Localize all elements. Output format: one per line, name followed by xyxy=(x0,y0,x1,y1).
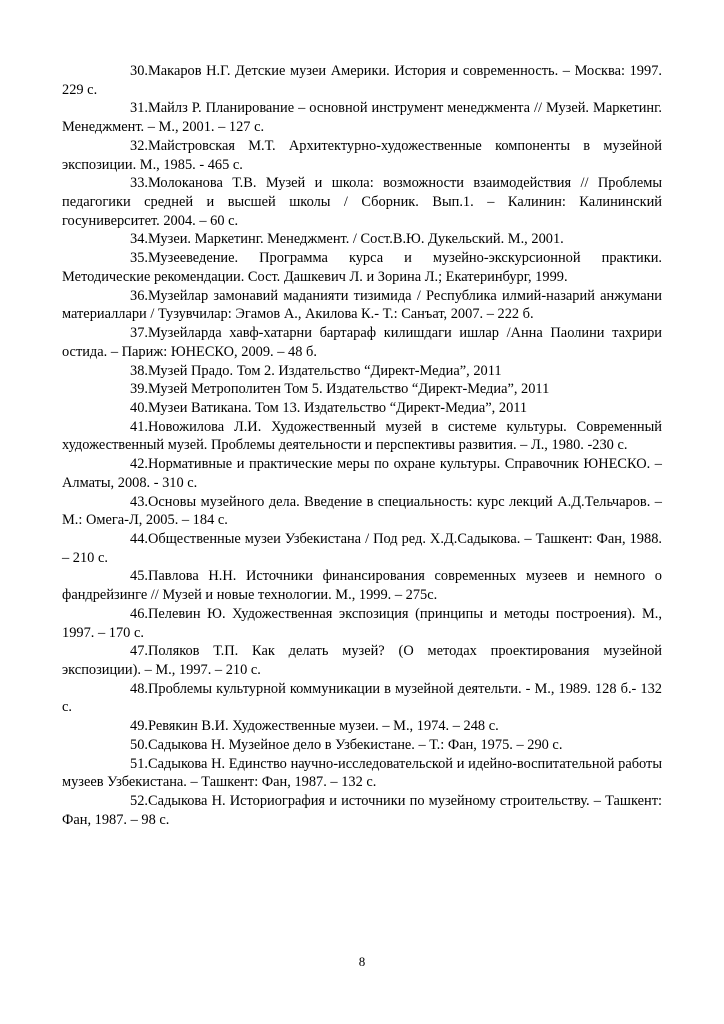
entry-text: Музейларда хавф-хатарни бартараф килишдаги ишлар /Анна Паолини тахрири остида. – Париж: ЮНЕСКО, 2009. – 48 б. xyxy=(62,325,662,360)
entry-text: Музеи. Маркетинг. Менеджмент. / Сост.В.Ю. Дукельский. М., 2001. xyxy=(148,231,564,248)
list-item xyxy=(62,174,662,230)
entry-number: 39. xyxy=(130,381,148,398)
entry-text: Садыкова Н. Историография и источники по музейному строительству. – Ташкент: Фан, 1987. – 98 с. xyxy=(62,793,662,828)
list-item xyxy=(62,287,662,324)
entry-number: 51. xyxy=(130,755,148,772)
entry-text: Нормативные и практические меры по охране культуры. Справочник ЮНЕСКО. – Алматы, 2008. - 310 с. xyxy=(62,456,662,491)
entry-number: 40. xyxy=(130,399,148,416)
list-item xyxy=(62,736,662,755)
list-item xyxy=(62,362,662,381)
entry-number: 47. xyxy=(130,643,148,660)
page-number: 8 xyxy=(358,954,366,969)
entry-text: Музейлар замонавий маданияти тизимида / Республика илмий-назарий анжумани материаллари / Тузувчилар: Эгамов А., Акилова К.- Т.: Санъат, 2007. – 222 б. xyxy=(62,287,662,323)
entry-number: 43. xyxy=(130,493,148,510)
entry-number: 38. xyxy=(130,362,148,379)
list-item xyxy=(62,249,662,286)
entry-text: Основы музейного дела. Введение в специальность: курс лекций А.Д.Тельчаров. – М.: Омега-Л, 2005. – 184 с. xyxy=(62,493,662,529)
list-item xyxy=(62,137,662,174)
list-item xyxy=(62,455,662,492)
entry-text: Павлова Н.Н. Источники финансирования современных музеев и немного о фандрейзинге // Музей и новые технологии. М., 1999. – 275с. xyxy=(62,568,662,604)
entry-number: 49. xyxy=(130,718,148,735)
entry-text: Новожилова Л.И. Художественный музей в системе культуры. Современный художественный музей. Проблемы деятельности и перспективы развития. – Л., 1980. -230 с. xyxy=(62,418,662,454)
list-item xyxy=(62,493,662,530)
list-item xyxy=(62,792,662,829)
entry-number: 31. xyxy=(130,100,148,117)
entry-text: Пелевин Ю. Художественная экспозиция (принципы и методы построения). М., 1997. – 170 с. xyxy=(62,605,662,641)
entry-text: Ревякин В.И. Художественные музеи. – М., 1974. – 248 с. xyxy=(148,718,499,735)
list-item xyxy=(62,680,662,717)
entry-text: Садыкова Н. Музейное дело в Узбекистане. – Т.: Фан, 1975. – 290 с. xyxy=(148,736,563,753)
entry-text: Поляков Т.П. Как делать музей? (О методах проектирования музейной экспозиции). – М., 1997. – 210 с. xyxy=(62,643,662,678)
list-item xyxy=(62,642,662,679)
list-item xyxy=(62,324,662,361)
entry-number: 37. xyxy=(130,325,148,342)
entry-text: Майлз Р. Планирование – основной инструмент менеджмента // Музей. Маркетинг. Менеджмент. – М., 2001. – 127 с. xyxy=(62,100,662,136)
entry-number: 33. xyxy=(130,175,148,192)
entry-number: 52. xyxy=(130,793,148,810)
entry-number: 36. xyxy=(130,287,148,304)
entry-text: Общественные музеи Узбекистана / Под ред. Х.Д.Садыкова. – Ташкент: Фан, 1988. – 210 с. xyxy=(62,530,662,566)
list-item xyxy=(62,62,662,99)
list-item xyxy=(62,230,662,249)
entry-number: 44. xyxy=(130,530,148,547)
entry-number: 45. xyxy=(130,568,148,585)
list-item xyxy=(62,530,662,567)
entry-text: Музей Прадо. Том 2. Издательство “Директ-Медиа”, 2011 xyxy=(148,362,502,379)
entry-text: Музеи Ватикана. Том 13. Издательство “Директ-Медиа”, 2011 xyxy=(148,399,528,416)
entry-number: 30. xyxy=(130,63,148,79)
entry-number: 46. xyxy=(130,605,148,622)
entry-text: Молоканова Т.В. Музей и школа: возможности взаимодействия // Проблемы педагогики средней и высшей школы / Сборник. Вып.1. – Калинин: Калининский госуниверситет. 2004. – 60 с. xyxy=(62,175,662,229)
entry-number: 35. xyxy=(130,250,148,267)
entry-text: Садыкова Н. Единство научно-исследовательской и идейно-воспитательной работы музеев Узбекистана. – Ташкент: Фан, 1987. – 132 с. xyxy=(62,755,662,791)
list-item xyxy=(62,380,662,399)
entry-number: 50. xyxy=(130,736,148,753)
list-item xyxy=(62,567,662,604)
list-item xyxy=(62,399,662,418)
list-item xyxy=(62,717,662,736)
list-item xyxy=(62,755,662,792)
entry-text: Макаров Н.Г. Детские музеи Америки. История и современность. – Москва: 1997. 229 с. xyxy=(62,63,662,98)
entry-number: 41. xyxy=(130,418,148,435)
entry-number: 34. xyxy=(130,231,148,248)
bibliography-list xyxy=(62,62,662,829)
entry-text: Майстровская М.Т. Архитектурно-художественные компоненты в музейной экспозиции. М., 1985. - 465 с. xyxy=(62,137,662,173)
entry-number: 48. xyxy=(130,680,148,697)
entry-number: 32. xyxy=(130,137,148,154)
list-item xyxy=(62,605,662,642)
entry-text: Проблемы культурной коммуникации в музейной деятельти. - М., 1989. 128 б.- 132 с. xyxy=(62,680,662,716)
entry-number: 42. xyxy=(130,456,148,473)
entry-text: Музееведение. Программа курса и музейно-экскурсионной практики. Методические рекомендации. Сост. Дашкевич Л. и Зорина Л.; Екатеринбург, 1999. xyxy=(62,250,662,285)
list-item xyxy=(62,418,662,455)
list-item xyxy=(62,99,662,136)
entry-text: Музей Метрополитен Том 5. Издательство “Директ-Медиа”, 2011 xyxy=(148,381,550,398)
